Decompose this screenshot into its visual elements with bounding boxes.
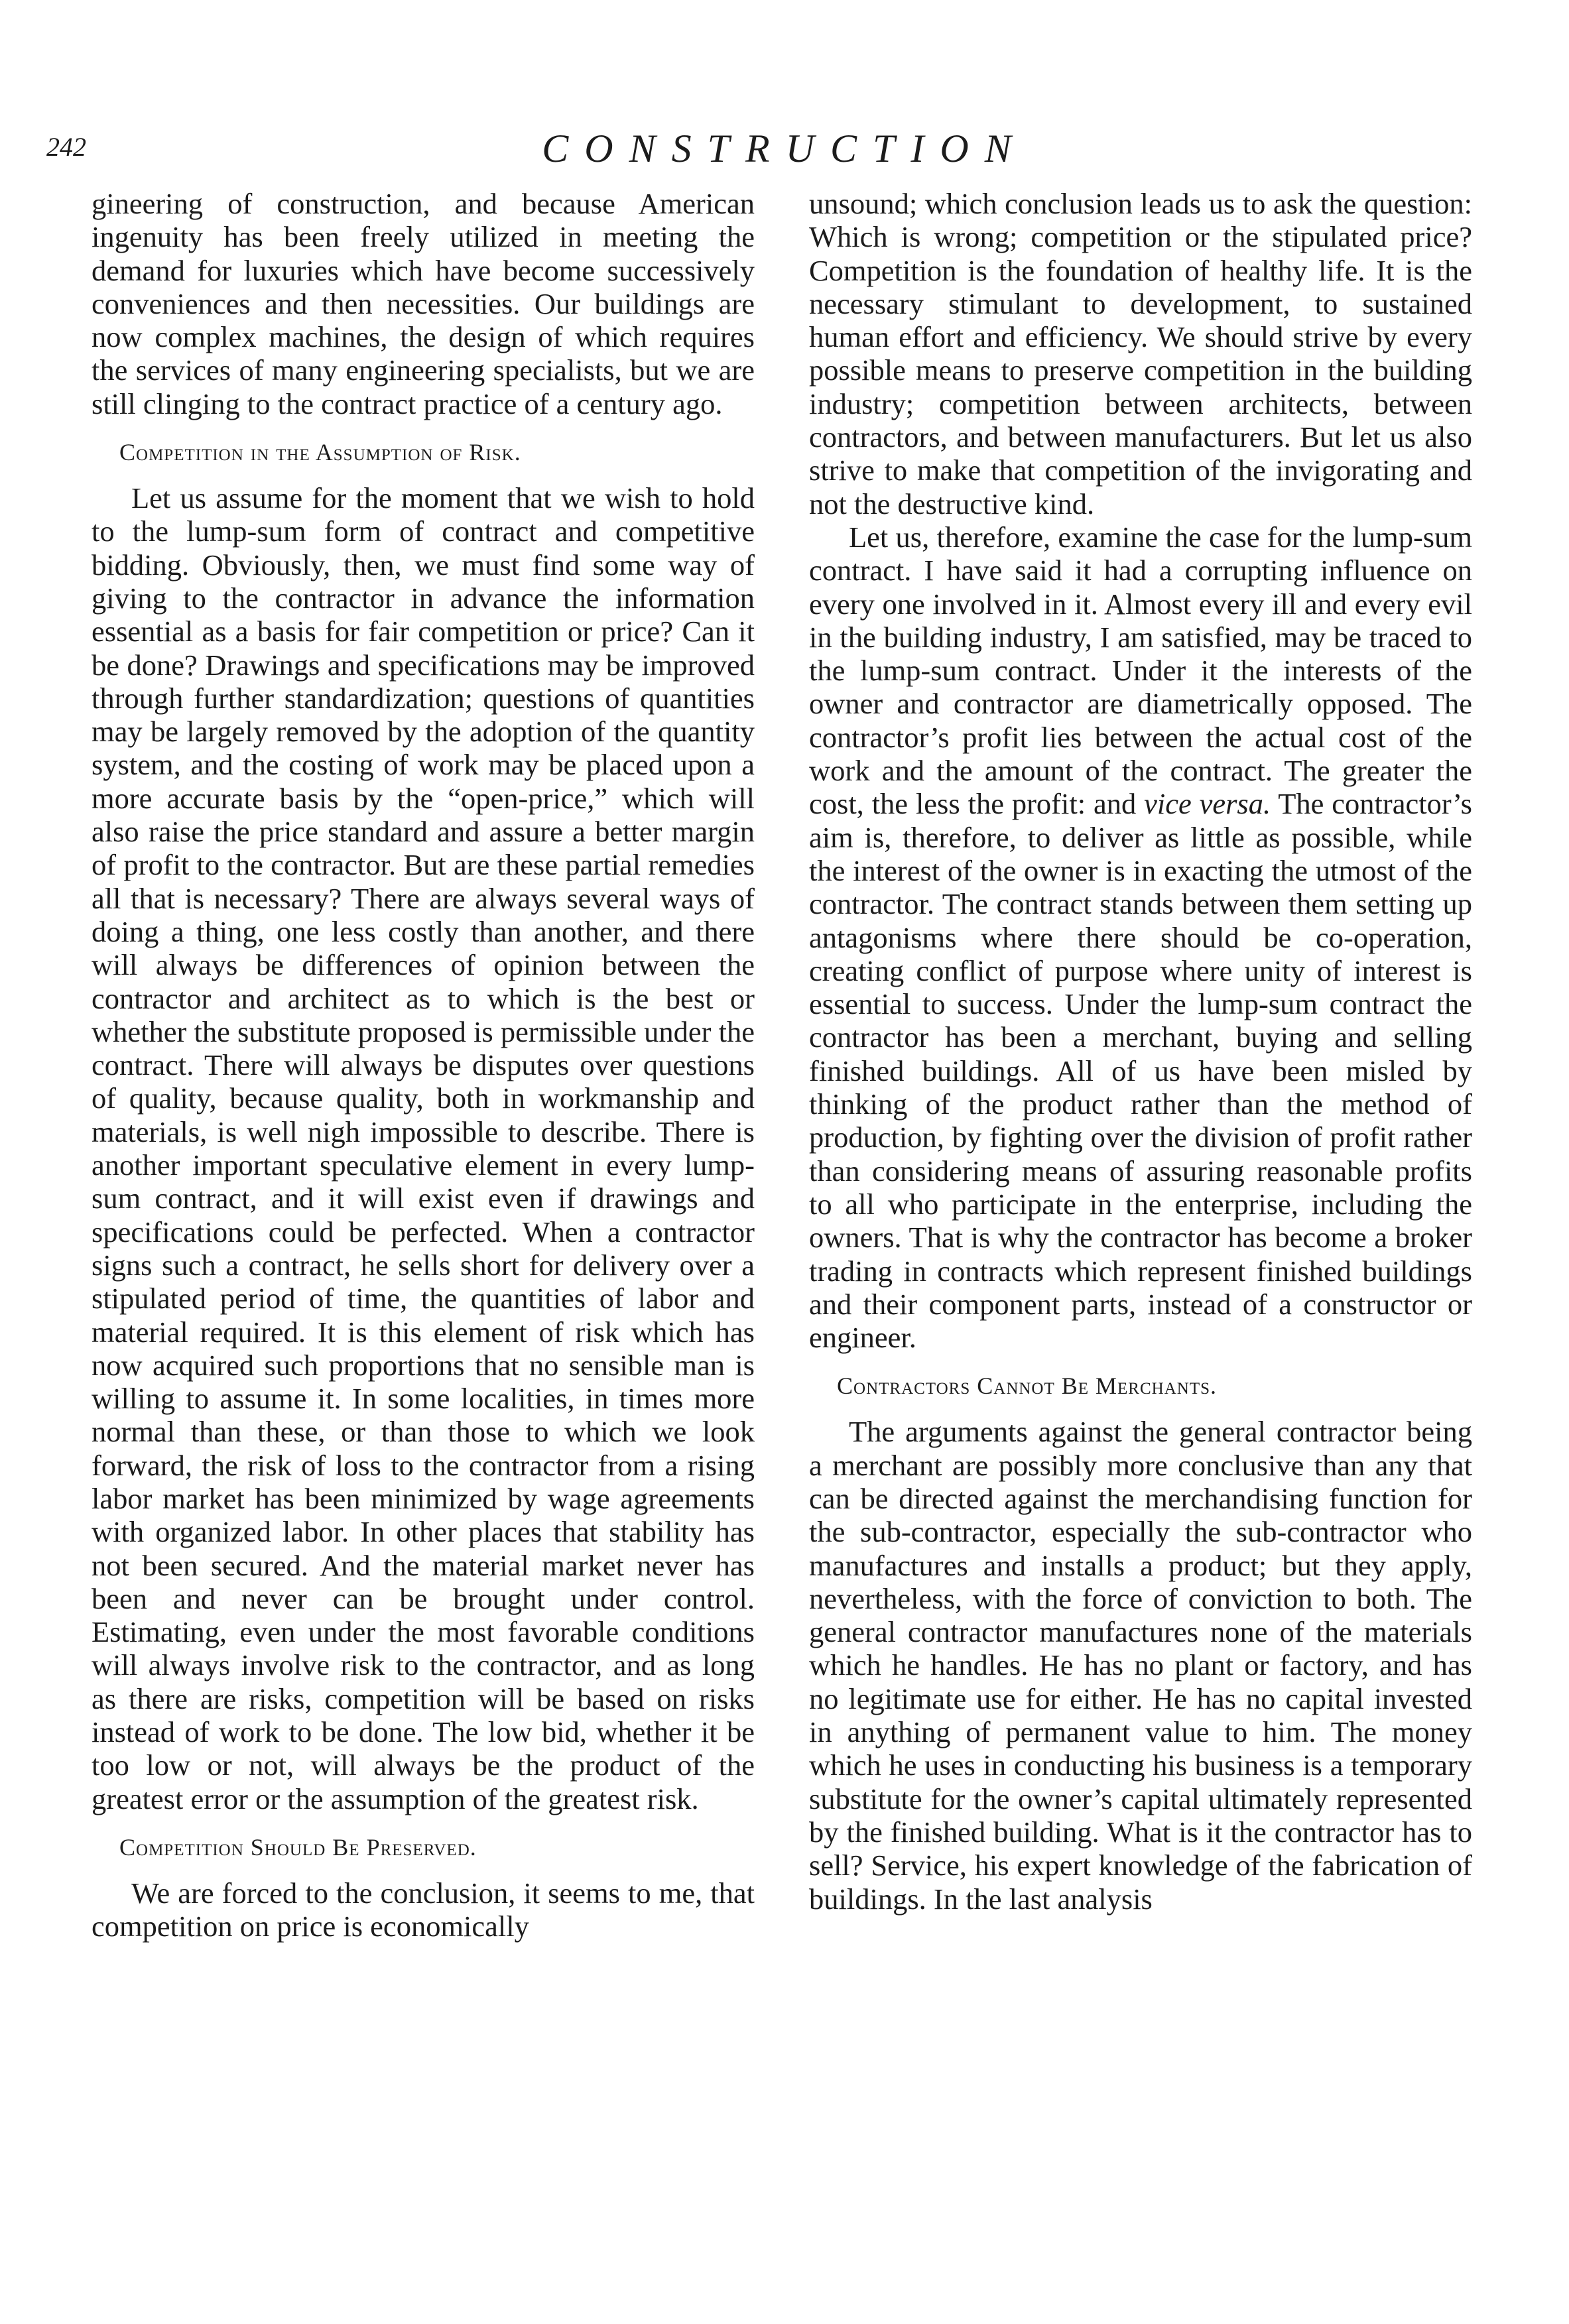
left-column <box>92 187 755 1943</box>
section-heading-preserved: Competition Should Be Preserved. <box>119 1833 477 1861</box>
risk-paragraph: Let us assume for the moment that we wish to hold to the lump-sum form of contract and competitive bidding. Obviously, then, we must find some way of giving to the contractor in advance the information essential as a basis for fair competition or price? Can it be done? Drawings and specifications may be improved through further standardization; questions of quantities may be largely removed by the adoption of the quantity system, and the costing of work may be placed upon a more accurate basis by the “open-price,” which will also raise the price standard and assure a better margin of profit to the contractor. But are these partial remedies all that is necessary? There are always several ways of doing a thing, one less costly than another, and there will always be differences of opinion between the contractor and architect as to which is the best or whether the substitute proposed is permissible under the contract. There will always be disputes over questions of quality, because quality, both in workmanship and materials, is well nigh impossible to describe. There is another important speculative element in every lump-sum contract, and it will exist even if drawings and specifications could be perfected. When a contractor signs such a contract, he sells short for delivery over a stipulated period of time, the quantities of labor and material required. It is this element of risk which has now acquired such proportions that no sensible man is willing to assume it. In some localities, in times more normal than these, or than those to which we look forward, the risk of loss to the contractor from a rising labor market has been minimized by wage agreements with organized labor. In other places that stability has not been secured. And the material market never has been and never can be brought under control. Estimating, even under the most favorable conditions will always involve risk to the contractor, and as long as there are risks, competition will be based on risks instead of work to be done. The low bid, whether it be too low or not, will always be the product of the greatest error or the assumption of the greatest risk. <box>92 481 755 1815</box>
lump-sum-text-b: The contractor’s aim is, therefore, to deliver as little as possible, while the interest of the owner is in exacting the utmost of the contractor. The contract stands between them setting up antagonisms where there should be co-operation, creating conflict of purpose where unity of interest is essential to success. Under the lump-sum contract the contractor has been a merchant, buying and selling finished buildings. All of us have been misled by thinking of the product rather than the method of production, by fighting over the division of profit rather than considering means of assuring reasonable profits to all who participate in the enterprise, including the owners. That is why the contractor has become a broker trading in contracts which represent finished buildings and their component parts, instead of a constructor or engineer. <box>809 787 1472 1355</box>
preserved-paragraph: We are forced to the conclusion, it seems to me, that competition on price is economically <box>92 1876 755 1943</box>
section-heading-merchants: Contractors Cannot Be Merchants. <box>837 1373 1217 1400</box>
continued-paragraph: unsound; which conclusion leads us to ask the question: Which is wrong; competition or the stipulated price? Competition is the foundation of healthy life. It is the necessary stimulant to development, to sustained human effort and efficiency. We should strive by every possible means to preserve competition in the building industry; competition between architects, between contractors, and between manufacturers. But let us also strive to make that competition of the invigorating and not the destructive kind. <box>809 187 1472 520</box>
lump-sum-paragraph <box>809 520 1472 1354</box>
right-column <box>809 187 1472 1916</box>
section-heading-risk: Competition in the Assumption of Risk. <box>119 439 521 466</box>
page-number: 242 <box>46 132 86 162</box>
running-title: CONSTRUCTION <box>542 127 1027 170</box>
opening-paragraph: gineering of construction, and because American ingenuity has been freely utilized in meeting the demand for luxuries which have become successively conveniences and then necessities. Our buildings are now complex machines, the design of which requires the services of many engineering specialists, but we are still clinging to the contract practice of a century ago. <box>92 187 755 420</box>
lump-sum-text-a: Let us, therefore, examine the case for the lump-sum contract. I have said it had a corrupting influence on every one involved in it. Almost every ill and every evil in the building industry, I am satisfied, may be traced to the lump-sum contract. Under it the interests of the owner and contractor are diametrically opposed. The contractor’s profit lies between the actual cost of the work and the amount of the contract. The greater the cost, the less the profit: and <box>809 520 1472 821</box>
vice-versa-italic: vice versa. <box>1144 787 1271 821</box>
merchants-paragraph: The arguments against the general contractor being a merchant are possibly more conclusive than any that can be directed against the merchandising function for the sub-contractor, especially the sub-contractor who manufactures and installs a product; but they apply, nevertheless, with the force of conviction to both. The general contractor manufactures none of the materials which he handles. He has no plant or factory, and has no legitimate use for either. He has no capital invested in anything of permanent value to him. The money which he uses in conducting his business is a temporary substitute for the owner’s capital ultimately represented by the finished building. What is it the contractor has to sell? Service, his expert knowledge of the fabrication of buildings. In the last analysis <box>809 1415 1472 1916</box>
